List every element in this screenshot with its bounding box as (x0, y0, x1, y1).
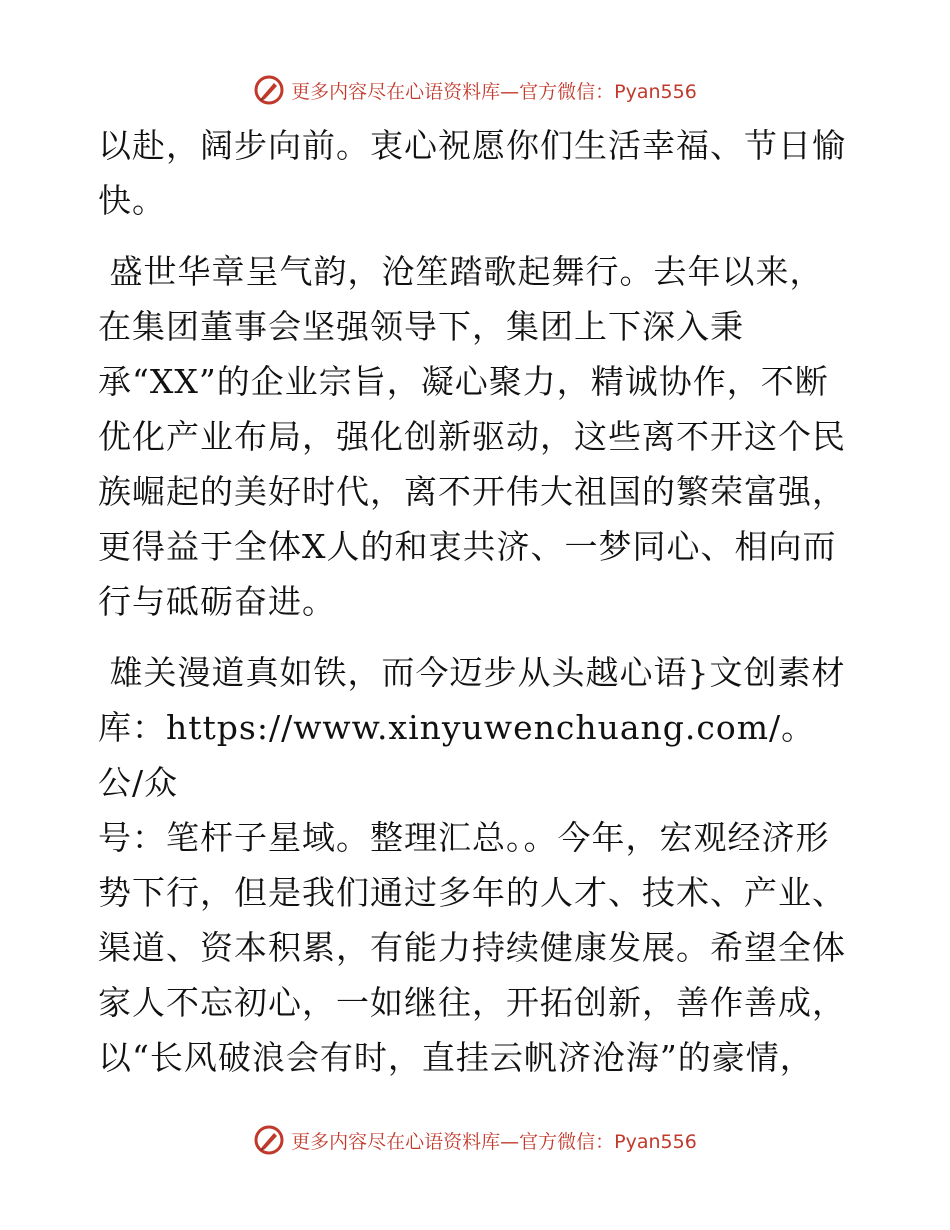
paragraph (98, 645, 858, 1085)
text-line: 以“长风破浪会有时，直挂云帆济沧海”的豪情， (98, 1038, 814, 1077)
text-line: 渠道、资本积累，有能力持续健康发展。希望全体 (98, 928, 846, 967)
paragraph (98, 118, 858, 228)
text-line: 承“XX”的企业宗旨，凝心聚力，精诚协作，不断 (98, 362, 829, 401)
text-line: 库：https://www.xinyuwenchuang.com/。公/众 (98, 708, 816, 802)
watermark-text: 更多内容尽在心语资料库—官方微信：Pyan556 (291, 1130, 697, 1153)
text-line: 以赴，阔步向前。衷心祝愿你们生活幸福、节日愉 (98, 126, 846, 165)
pen-circle-logo-icon (253, 1124, 285, 1156)
footer-watermark (0, 1122, 950, 1158)
text-line: 族崛起的美好时代，离不开伟大祖国的繁荣富强， (98, 472, 846, 511)
text-line: 雄关漫道真如铁，而今迈步从头越心语}文创素材 (98, 653, 846, 692)
text-line: 快。 (98, 181, 166, 220)
text-line: 势下行，但是我们通过多年的人才、技术、产业、 (98, 873, 846, 912)
pen-circle-logo-icon (253, 74, 285, 106)
document-body (98, 118, 858, 1101)
text-line: 行与砥砺奋进。 (98, 582, 336, 621)
text-line: 更得益于全体X人的和衷共济、一梦同心、相向而 (98, 527, 837, 566)
text-line: 家人不忘初心，一如继往，开拓创新，善作善成， (98, 983, 846, 1022)
header-watermark (0, 72, 950, 108)
paragraph (98, 244, 858, 629)
text-line: 盛世华章呈气韵，沧笙踏歌起舞行。去年以来， (98, 252, 824, 291)
text-line: 在集团董事会坚强领导下，集团上下深入秉 (98, 307, 744, 346)
text-line: 优化产业布局，强化创新驱动，这些离不开这个民 (98, 417, 846, 456)
watermark-text: 更多内容尽在心语资料库—官方微信：Pyan556 (291, 80, 697, 103)
text-line: 号：笔杆子星域。整理汇总。。今年，宏观经济形 (98, 818, 830, 857)
